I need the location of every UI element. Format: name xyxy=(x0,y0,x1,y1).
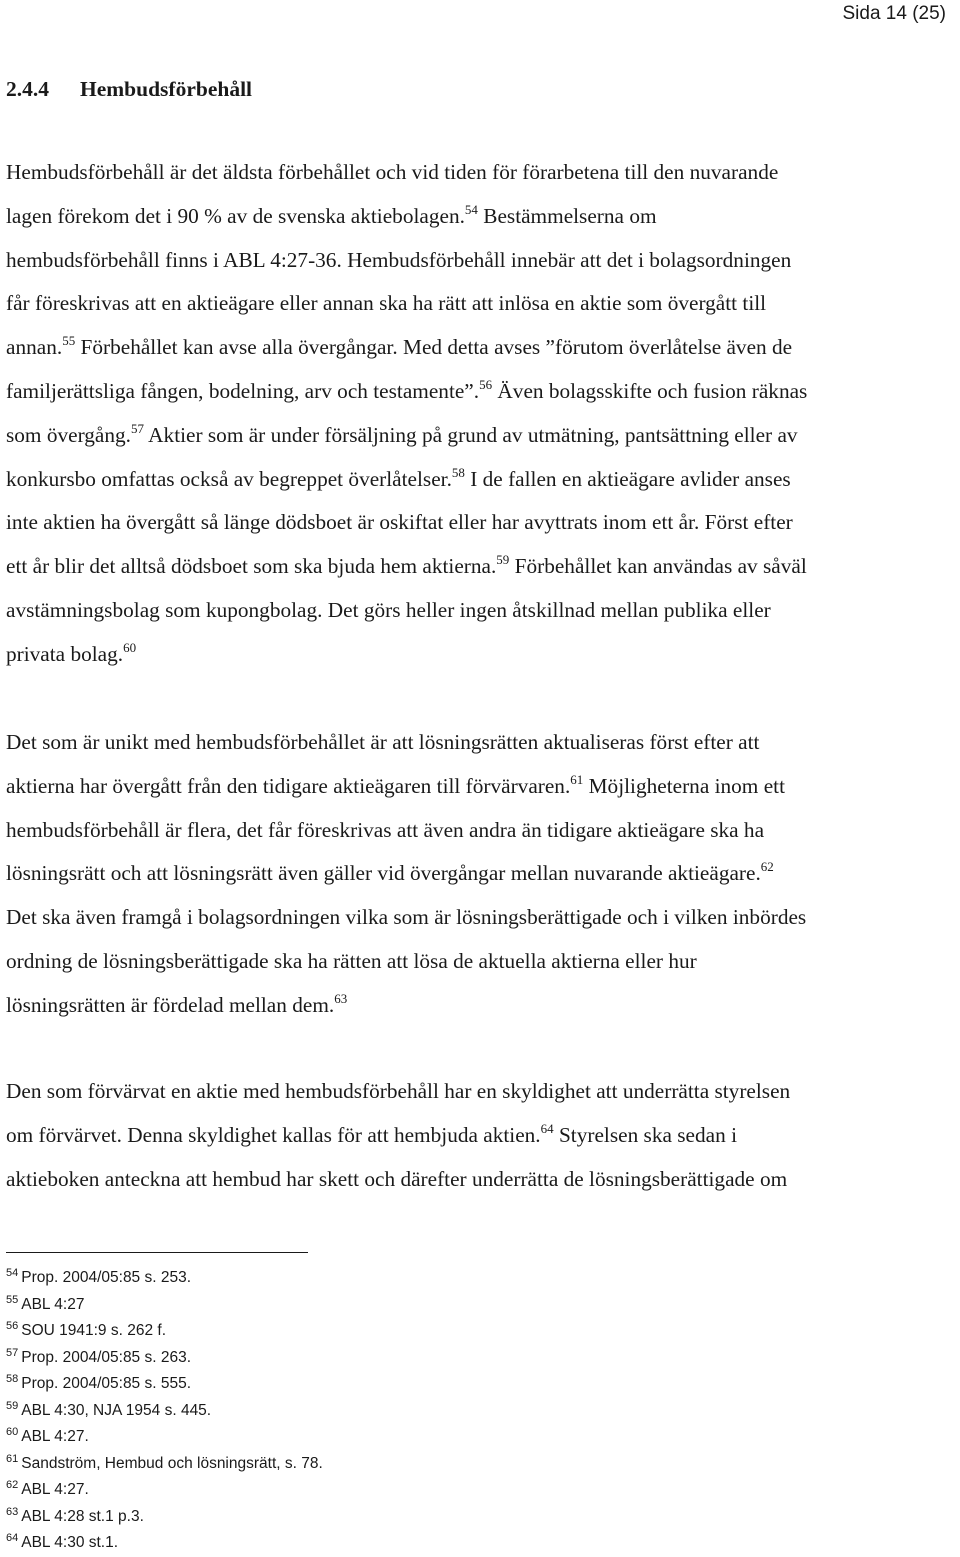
text-line xyxy=(6,239,956,283)
text-segment: ett år blir det alltså dödsboet som ska bjuda hem aktierna. xyxy=(6,554,497,579)
text-segment: får föreskrivas att en aktieägare eller annan ska ha rätt att inlösa en aktie som övergått till xyxy=(6,291,767,316)
text-segment: annan. xyxy=(6,335,63,360)
footnote-text: Prop. 2004/05:85 s. 253. xyxy=(21,1269,192,1286)
text-line xyxy=(6,282,956,326)
paragraph-2 xyxy=(6,721,956,1028)
text-segment: Det som är unikt med hembudsförbehållet är att lösningsrätten aktualiseras först efter att xyxy=(6,730,760,754)
text-segment: Det ska även framgå i bolagsordningen vilka som är lösningsberättigade och i vilken inbördes xyxy=(6,905,807,930)
text-segment: lagen förekom det i 90 % av de svenska aktiebolagen. xyxy=(6,203,465,228)
footnote-text: ABL 4:30 st.1. xyxy=(21,1534,119,1551)
footnote-reference[interactable]: 55 xyxy=(62,333,76,349)
footnote-text: Sandström, Hembud och lösningsrätt, s. 78. xyxy=(21,1454,323,1472)
text-segment: Förbehållet kan användas av såväl xyxy=(509,554,807,579)
section-number: 2.4.4 xyxy=(6,77,49,101)
footnote-reference[interactable]: 64 xyxy=(540,1120,554,1136)
footnote xyxy=(6,1451,323,1478)
footnote-number: 64 xyxy=(6,1532,19,1544)
footnote-number: 58 xyxy=(6,1373,19,1385)
footnote-separator xyxy=(6,1252,308,1253)
footnote xyxy=(6,1477,323,1504)
footnote xyxy=(6,1345,323,1372)
footnote-text: ABL 4:27. xyxy=(21,1481,89,1498)
footnote-text: Prop. 2004/05:85 s. 555. xyxy=(21,1375,192,1392)
footnote-number: 61 xyxy=(6,1452,19,1465)
footnote-text: ABL 4:27 xyxy=(21,1295,85,1313)
text-line xyxy=(6,326,956,370)
text-segment: lösningsrätten är fördelad mellan dem. xyxy=(6,992,335,1017)
text-line xyxy=(6,765,956,809)
text-segment: om förvärvet. Denna skyldighet kallas för att hembjuda aktien. xyxy=(6,1122,541,1147)
paragraph-1 xyxy=(6,151,956,677)
footnote xyxy=(6,1504,323,1531)
text-line xyxy=(6,633,956,677)
footnote-reference[interactable]: 58 xyxy=(451,464,465,480)
text-line xyxy=(6,809,956,853)
text-segment: avstämningsbolag som kupongbolag. Det görs heller ingen åtskillnad mellan publika eller xyxy=(6,597,771,622)
footnote xyxy=(6,1318,323,1345)
footnote-reference[interactable]: 56 xyxy=(479,376,493,392)
footnote-text: ABL 4:27. xyxy=(21,1428,89,1445)
footnote-reference[interactable]: 59 xyxy=(496,552,510,568)
footnote-number: 55 xyxy=(6,1293,19,1306)
footnote-text: Prop. 2004/05:85 s. 263. xyxy=(21,1348,192,1366)
footnote-reference[interactable]: 54 xyxy=(464,201,478,217)
text-line xyxy=(6,852,956,896)
text-segment: Styrelsen ska sedan i xyxy=(553,1122,737,1147)
text-line xyxy=(6,940,956,984)
footnote-number: 59 xyxy=(6,1399,19,1412)
footnote-number: 62 xyxy=(6,1479,19,1491)
text-segment: Förbehållet kan avse alla övergångar. Med detta avses ”förutom överlåtelse även de xyxy=(75,335,793,360)
text-line xyxy=(6,1114,956,1158)
footnote-number: 60 xyxy=(6,1426,19,1438)
text-segment: Hembudsförbehåll är det äldsta förbehållet och vid tiden för förarbetena till den nuvarande xyxy=(6,160,779,184)
footnote xyxy=(6,1424,323,1451)
text-segment: aktieboken anteckna att hembud har skett och därefter underrätta de lösningsberättigade om xyxy=(6,1166,788,1191)
text-line xyxy=(6,414,956,458)
text-segment: Även bolagsskifte och fusion räknas xyxy=(492,378,808,403)
text-line xyxy=(6,1070,956,1114)
text-segment: aktierna har övergått från den tidigare aktieägaren till förvärvaren. xyxy=(6,773,571,798)
text-segment: hembudsförbehåll finns i ABL 4:27-36. Hembudsförbehåll innebär att det i bolagsordningen xyxy=(6,247,792,272)
text-segment: ordning de lösningsberättigade ska ha rätten att lösa de aktuella aktierna eller hur xyxy=(6,948,697,973)
footnote xyxy=(6,1292,323,1319)
text-line xyxy=(6,195,956,239)
text-line xyxy=(6,984,956,1028)
text-segment: hembudsförbehåll är flera, det får föreskrivas att även andra än tidigare aktieägare ska ha xyxy=(6,817,765,842)
text-segment: Bestämmelserna om xyxy=(477,203,657,228)
footnote-reference[interactable]: 61 xyxy=(570,771,584,787)
section-heading xyxy=(6,75,252,103)
text-segment: som övergång. xyxy=(6,422,132,447)
text-line xyxy=(6,458,956,502)
text-segment: Aktier som är under försäljning på grund av utmätning, pantsättning eller av xyxy=(144,422,798,447)
footnote-reference[interactable]: 62 xyxy=(760,859,774,875)
footnote xyxy=(6,1398,323,1425)
footnote-reference[interactable]: 60 xyxy=(123,639,137,655)
footnote-number: 63 xyxy=(6,1505,19,1518)
paragraph-3 xyxy=(6,1070,956,1201)
text-line xyxy=(6,151,956,195)
footnote-reference[interactable]: 63 xyxy=(334,990,348,1006)
section-title: Hembudsförbehåll xyxy=(80,77,253,101)
footnote-number: 57 xyxy=(6,1346,19,1359)
text-line xyxy=(6,589,956,633)
text-line xyxy=(6,370,956,414)
footnote-text: ABL 4:30, NJA 1954 s. 445. xyxy=(21,1401,212,1419)
text-line xyxy=(6,501,956,545)
footnote-text: SOU 1941:9 s. 262 f. xyxy=(21,1322,167,1339)
footnote-number: 56 xyxy=(6,1320,19,1332)
text-segment: Den som förvärvat en aktie med hembudsförbehåll har en skyldighet att underrätta styrelsen xyxy=(6,1079,791,1103)
page-number: Sida 14 (25) xyxy=(842,3,946,24)
text-line xyxy=(6,1158,956,1202)
footnotes xyxy=(6,1265,323,1557)
text-segment: privata bolag. xyxy=(6,641,124,666)
text-line xyxy=(6,721,956,765)
footnote xyxy=(6,1530,323,1557)
text-line xyxy=(6,896,956,940)
text-segment: lösningsrätt och att lösningsrätt även gäller vid övergångar mellan nuvarande aktieägare. xyxy=(6,861,761,886)
text-segment: konkursbo omfattas också av begreppet överlåtelser. xyxy=(6,466,452,491)
footnote-number: 54 xyxy=(6,1267,19,1279)
text-segment: inte aktien ha övergått så länge dödsboet är oskiftat eller har avyttrats inom ett år. Först efter xyxy=(6,510,793,535)
text-segment: familjerättsliga fången, bodelning, arv och testamente”. xyxy=(6,378,480,403)
footnote xyxy=(6,1265,323,1292)
footnote-text: ABL 4:28 st.1 p.3. xyxy=(21,1507,144,1525)
footnote-reference[interactable]: 57 xyxy=(131,420,145,436)
footnote xyxy=(6,1371,323,1398)
text-segment: Möjligheterna inom ett xyxy=(583,773,785,798)
text-line xyxy=(6,545,956,589)
text-segment: I de fallen en aktieägare avlider anses xyxy=(464,466,791,491)
